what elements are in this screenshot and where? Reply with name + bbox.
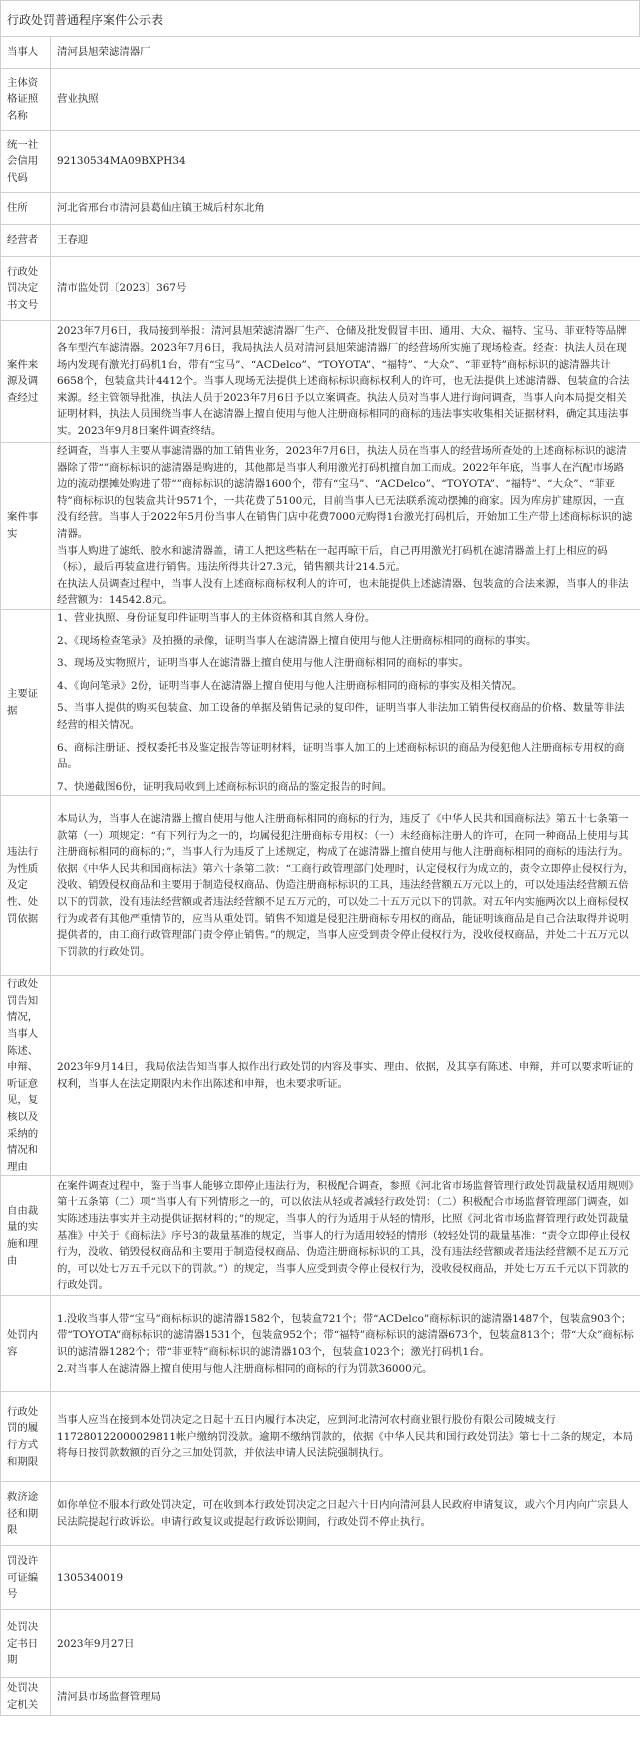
- row-label-violation: 违法行为性质及定性、处罚依据: [1, 796, 51, 976]
- row-label-evidence: 主要证据: [1, 609, 51, 795]
- row-value-credit-code: 92130534MA09BXPH34: [51, 131, 640, 193]
- table-row: [1, 69, 640, 131]
- table-row: [1, 609, 640, 795]
- evidence-item: 6、商标注册证、授权委托书及鉴定报告等证明材料，证明当事人加工的上述商标标识的商品为侵犯他人注册商标专用权的商品。: [57, 741, 625, 771]
- row-value-decision-date: 2023年9月27日: [51, 1610, 640, 1678]
- evidence-item: 4、《询问笔录》2份，证明当事人在滤清器上擅自使用与他人注册商标相同的商标的事实及相关情况。: [57, 679, 523, 692]
- facts-paragraph: 当事人购进了滤纸、胶水和滤清器盖，请工人把这些粘在一起再晾干后，自己再用激光打码机在滤清器盖上打上相应的码（标），最后再装盒进行销售。违法所得共计27.3元，销售额共计214.5元。: [57, 544, 608, 574]
- table-row: [1, 1546, 640, 1610]
- table-row: [1, 796, 640, 976]
- row-label-credit-code: 统一社会信用代码: [1, 131, 51, 193]
- table-row: [1, 1296, 640, 1392]
- row-value-permit: 1305340019: [51, 1546, 640, 1610]
- evidence-item: 5、当事人提供的购买包装盒、加工设备的单据及销售记录的复印件，证明当事人非法加工销售侵权商品的价格、数量等非法经营的相关情况。: [57, 702, 625, 731]
- table-row: [1, 225, 640, 257]
- table-row: [1, 443, 640, 610]
- row-value-evidence: [51, 609, 640, 795]
- facts-paragraph: 经调查，当事人主要从事滤清器的加工销售业务，2023年7月6日，执法人员在当事人的经营场所查处的上述商标标识的滤清器除了带“”商标标识的滤清器是购进的，其他都是当事人利用激光打码机擅自加工而成。2022年年底，当事人在汽配市场路边的流动摆摊处购进了带“”商标标识的滤清器1600个，带有“宝马”、“ACDelco”、“TOYOTA”、“福特”、“大众”、“菲亚特”商标标识的包装盒共计9571个，一共花费了5100元，目前当事人已无法联系流动摆摊的商家。因为库房扩建原因，一直没有经营。当事人于2022年5月份当事人在销售门店中花费7000元购得1台激光打码机后，开始加工生产带上述商标标识的滤清器。: [57, 445, 633, 540]
- punishment-line: 2.对当事人在滤清器上擅自使用与他人注册商标相同的商标的行为罚款36000元。: [57, 1362, 433, 1375]
- row-value-notice: 2023年9月14日，我局依法告知当事人拟作出行政处罚的内容及事实、理由、依据，及其享有陈述、申辩，并可以要求听证的权利，当事人在法定期限内未作出陈述和申辩，也未要求听证。: [51, 976, 640, 1176]
- table-row: [1, 1176, 640, 1296]
- row-value-punishment: [51, 1296, 640, 1392]
- row-value-license-name: 营业执照: [51, 69, 640, 131]
- table-row: [1, 1482, 640, 1546]
- row-value-remedy: 如你单位不服本行政处罚决定，可在收到本行政处罚决定之日起六十日内向清河县人民政府申请复议，或六个月内向广宗县人民法院提起行政诉讼。申请行政复议或提起行政诉讼期间，行政处罚不停止执行。: [51, 1482, 640, 1546]
- row-label-remedy: 救济途径和期限: [1, 1482, 51, 1546]
- table-row: [1, 1610, 640, 1678]
- table-row: [1, 257, 640, 321]
- row-label-address: 住所: [1, 193, 51, 225]
- table-row: [1, 131, 640, 193]
- facts-paragraph: 在执法人员调查过程中，当事人没有上述商标商标权利人的许可，也未能提供上述滤清器、包装盒的合法来源，当事人的非法经营额为：14542.8元。: [57, 577, 629, 607]
- evidence-item: 3、现场及实物照片，证明当事人在滤清器上擅自使用与他人注册商标相同的商标的事实。: [57, 657, 469, 670]
- table-row: [1, 1392, 640, 1482]
- row-label-operator: 经营者: [1, 225, 51, 257]
- row-label-case-facts: 案件事实: [1, 443, 51, 610]
- row-value-violation: 本局认为，当事人在滤清器上擅自使用与他人注册商标相同的商标的行为，违反了《中华人民共和国商标法》第五十七条第一款第（一）项规定：“有下列行为之一的，均属侵犯注册商标专用权：（一）未经商标注册人的许可，在同一种商品上使用与其注册商标相同的商标的；”，当事人行为违反了上述规定，构成了在滤清器上擅自使用与他人注册商标相同的商标的违法行为。依据《中华人民共和国商标法》第六十条第二款：“工商行政管理部门处理时，认定侵权行为成立的，责令立即停止侵权行为，没收、销毁侵权商品和主要用于制造侵权商品、伪造注册商标标识的工具，违法经营额五万元以上的，可以处违法经营额五倍以下的罚款，没有违法经营额或者违法经营额不足五万元的，可以处二十五万元以下的罚款。对五年内实施两次以上商标侵权行为或者有其他严重情节的，应当从重处罚。销售不知道是侵犯注册商标专用权的商品，能证明该商品是自己合法取得并说明提供者的，由工商行政管理部门责令停止销售。”的规定，当事人应受到责令停止侵权行为，没收侵权商品，并处二十五万元以下罚款的行政处罚。: [51, 796, 640, 976]
- row-label-permit: 罚没许可证编号: [1, 1546, 51, 1610]
- evidence-item: 7、快递截图6份，证明我局收到上述商标标识的商品的鉴定报告的时间。: [57, 780, 393, 793]
- row-label-notice: 行政处罚告知情况，当事人陈述、申辩、听证意见，复核以及采纳的情况和理由: [1, 976, 51, 1176]
- row-value-decision-number: 清市监处罚〔2023〕367号: [51, 257, 640, 321]
- document-title: 行政处罚普通程序案件公示表: [0, 0, 640, 36]
- punishment-line: 1.没收当事人带“宝马”商标标识的滤清器1582个，包装盒721个；带“ACDelco”商标标识的滤清器1487个，包装盒903个；带“TOYOTA”商标标识的滤清器1531个，包装盒952个；带“福特”商标标识的滤清器673个，包装盒813个；带“大众”商标标识的滤清器1282个；带“菲亚特”商标标识的滤清器103个，包装盒1023个；激光打码机1台。: [57, 1312, 634, 1358]
- row-label-license-name: 主体资格证照名称: [1, 69, 51, 131]
- table-row: [1, 1678, 640, 1716]
- row-label-punishment: 处罚内容: [1, 1296, 51, 1392]
- row-label-decision-number: 行政处罚决定书文号: [1, 257, 51, 321]
- row-label-performance: 行政处罚的履行方式和期限: [1, 1392, 51, 1482]
- row-value-performance: 当事人应当在接到本处罚决定之日起十五日内履行本决定，应到河北清河农村商业银行股份有限公司陵城支行117280122000029811帐户缴纳罚没款。逾期不缴纳罚款的，依据《中华人民共和国行政处罚法》第七十二条的规定，本局将每日按罚款数额的百分之三加处罚款，并依法申请人民法院强制执行。: [51, 1392, 640, 1482]
- row-label-decision-date: 处罚决定书日期: [1, 1610, 51, 1678]
- row-value-party: 清河县旭荣滤清器厂: [51, 37, 640, 69]
- row-value-authority: 清河县市场监督管理局: [51, 1678, 640, 1716]
- row-value-discretion: 在案件调查过程中，鉴于当事人能够立即停止违法行为，积极配合调查，参照《河北省市场监督管理行政处罚裁量权适用规则》第十五条第（二）项“当事人有下列情形之一的，可以依法从轻或者减轻行政处罚：（二）积极配合市场监督管理部门调查，如实陈述违法事实并主动提供证据材料的；”的规定，当事人的行为适用于从轻的情形，比照《河北省市场监督管理行政处罚裁量基准》中关于《商标法》序号3的裁量基准的规定，当事人的行为适用较轻的情形（较轻处罚的裁量基准：“责令立即停止侵权行为，没收、销毁侵权商品和主要用于制造侵权商品、伪造注册商标标识的工具，没有违法经营额或者违法经营额不足五万元的，可以处七万五千元以下的罚款。”）的规定，当事人应受到责令停止侵权行为，没收侵权商品，并处七万五千元以下罚款的行政处罚。: [51, 1176, 640, 1296]
- case-table: [0, 36, 640, 1716]
- table-row: [1, 321, 640, 443]
- row-label-party: 当事人: [1, 37, 51, 69]
- row-value-case-facts: [51, 443, 640, 610]
- row-label-authority: 处罚决定机关: [1, 1678, 51, 1716]
- table-row: [1, 976, 640, 1176]
- evidence-item: 1、营业执照、身份证复印件证明当事人的主体资格和其自然人身份。: [57, 611, 376, 624]
- row-value-address: 河北省邢台市清河县葛仙庄镇王城后村东北角: [51, 193, 640, 225]
- row-value-case-source: 2023年7月6日，我局接到举报：清河县旭荣滤清器厂生产、仓储及批发假冒丰田、通用、大众、福特、宝马、菲亚特等品牌各车型汽车滤清器。2023年7月6日，我局执法人员对清河县旭荣滤清器厂的经营场所实施了现场检查。经查：执法人员在现场内发现有激光打码机1台，带有“宝马”、“ACDelco”、“TOYOTA”、“福特”、“大众”、“菲亚特”商标标识的滤清器共计6658个，包装盒共计4412个。当事人现场无法提供上述商标标识商标权利人的许可，也无法提供上述滤清器、包装盒的合法来源。经主管领导批准，执法人员于2023年7月6日予以立案调查。执法人员对当事人进行询问调查，当事人向本局提交相关证明材料，执法人员围绕当事人在滤清器上擅自使用与他人注册商标相同的商标的违法事实收集相关证据材料，确定其违法事实。2023年9月8日案件调查终结。: [51, 321, 640, 443]
- row-label-case-source: 案件来源及调查经过: [1, 321, 51, 443]
- row-value-operator: 王春迎: [51, 225, 640, 257]
- table-row: [1, 37, 640, 69]
- table-row: [1, 193, 640, 225]
- row-label-discretion: 自由裁量的实施和理由: [1, 1176, 51, 1296]
- evidence-item: 2、《现场检查笔录》及拍摄的录像，证明当事人在滤清器上擅自使用与他人注册商标相同的商标的事实。: [57, 634, 537, 647]
